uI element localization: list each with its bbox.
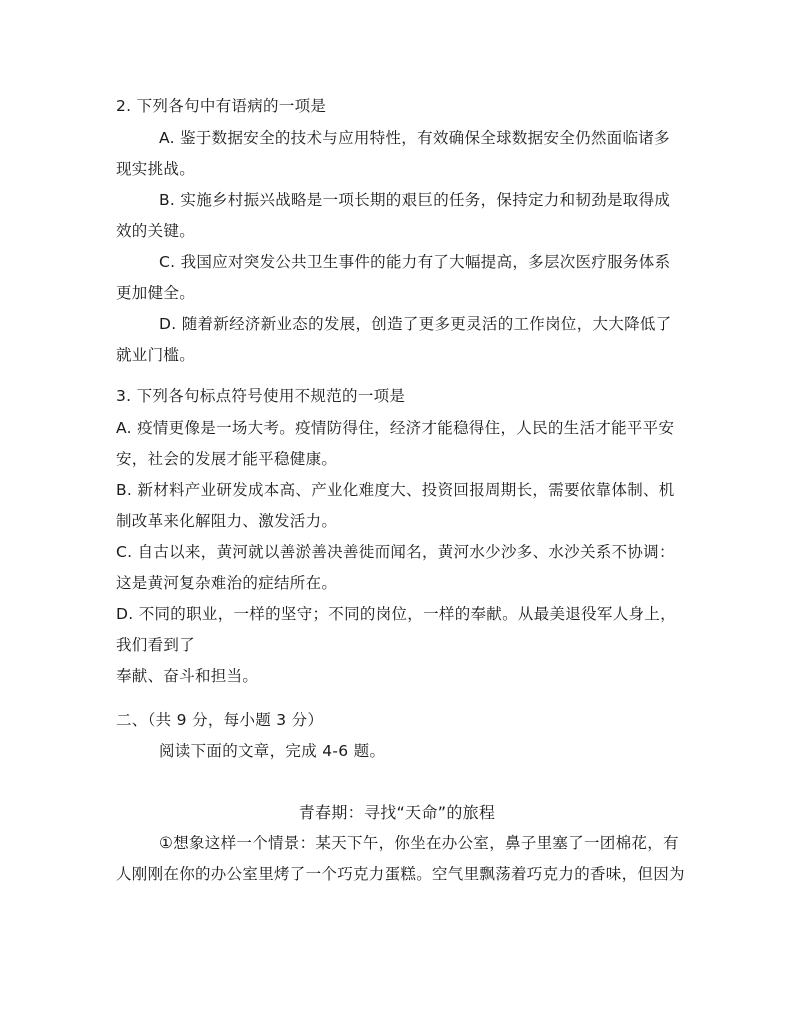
- article-title: 青春期：寻找“天命”的旅程: [298, 803, 496, 822]
- q2-option-c-line1: C. 我国应对突发公共卫生事件的能力有了大幅提高，多层次医疗服务体系: [159, 253, 671, 271]
- q2-option-d-line1: D. 随着新经济新业态的发展，创造了更多更灵活的工作岗位，大大降低了: [159, 315, 672, 333]
- q2-option-b-line1: B. 实施乡村振兴战略是一项长期的艰巨的任务，保持定力和韧劲是取得成: [159, 191, 671, 209]
- q2-option-a-line1: A. 鉴于数据安全的技术与应用特性，有效确保全球数据安全仍然面临诸多: [159, 129, 670, 147]
- q2-option-b-line2: 效的关键。: [116, 222, 196, 240]
- q2-option-a-line2: 现实挑战。: [116, 160, 196, 178]
- q3-stem: 3. 下列各句标点符号使用不规范的一项是: [116, 387, 406, 405]
- q3-option-a-line2: 安，社会的发展才能平稳健康。: [116, 450, 338, 468]
- q3-option-b-line1: B. 新材料产业研发成本高、产业化难度大、投资回报周期长，需要依靠体制、机: [116, 481, 675, 499]
- section2-heading: 二、（共 9 分，每小题 3 分）: [116, 711, 324, 729]
- article-para1-line1: ①想象这样一个情景：某天下午，你坐在办公室，鼻子里塞了一团棉花，有: [159, 834, 679, 852]
- q3-option-b-line2: 制改革来化解阻力、激发活力。: [116, 512, 338, 530]
- section2-instruction: 阅读下面的文章，完成 4-6 题。: [159, 742, 386, 760]
- q3-option-d-line1: D. 不同的职业，一样的坚守；不同的岗位，一样的奉献。从最美退役军人身上，: [116, 605, 676, 623]
- q3-option-d-line2: 我们看到了: [116, 636, 196, 654]
- article-para1-line2: 人刚刚在你的办公室里烤了一个巧克力蛋糕。空气里飘荡着巧克力的香味，但因为: [116, 865, 685, 883]
- q3-option-a-line1: A. 疫情更像是一场大考。疫情防得住，经济才能稳得住，人民的生活才能平平安: [116, 419, 675, 437]
- q3-option-c-line1: C. 自古以来，黄河就以善淤善决善徙而闻名，黄河水少沙多、水沙关系不协调：: [116, 543, 675, 561]
- q3-option-d-line3: 奉献、奋斗和担当。: [116, 667, 259, 685]
- q3-option-c-line2: 这是黄河复杂难治的症结所在。: [116, 574, 338, 592]
- q2-option-c-line2: 更加健全。: [116, 284, 196, 302]
- q2-option-d-line2: 就业门槛。: [116, 346, 196, 364]
- q2-stem: 2. 下列各句中有语病的一项是: [116, 97, 327, 115]
